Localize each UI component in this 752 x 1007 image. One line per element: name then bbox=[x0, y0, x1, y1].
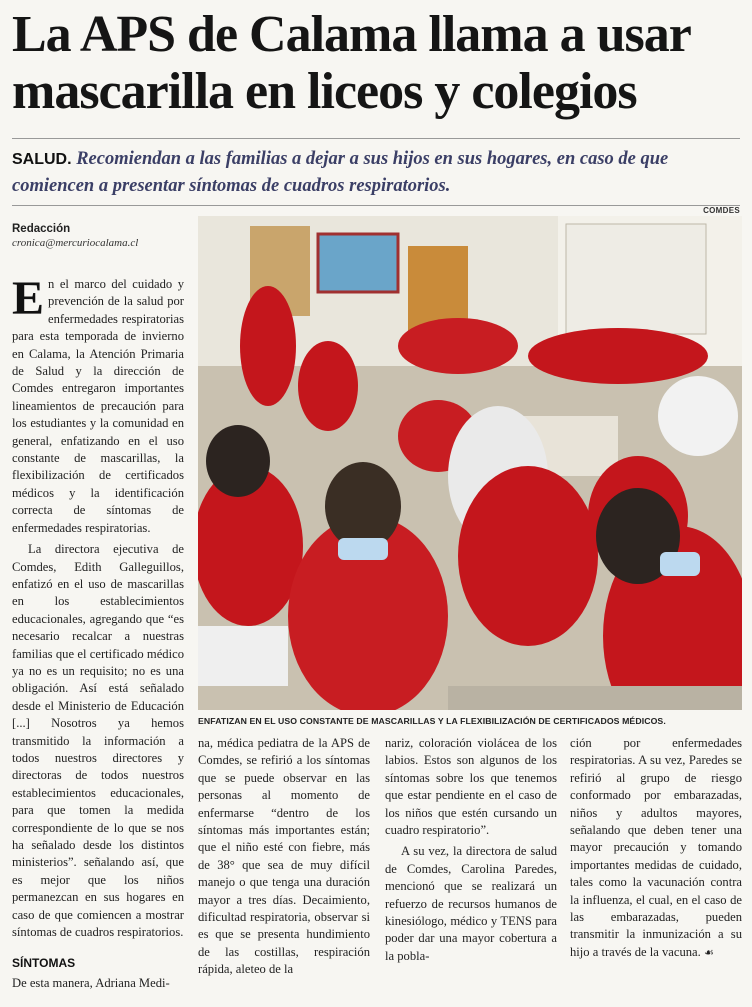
classroom-photo-illustration bbox=[198, 216, 742, 710]
dropcap: E bbox=[12, 272, 45, 325]
body-column-3 bbox=[385, 735, 557, 969]
headline-rule bbox=[12, 138, 740, 139]
kicker bbox=[12, 146, 740, 199]
paragraph-1-text: n el marco del cuidado y prevención de la salud por enfermedades respiratorias para esta temporada de invierno en Calama, la Atención Primaria de Salud y la dirección de Comdes entregaron importantes lineamientos de precaución para los estudiantes y la comunidad en general, enfatizando en el uso constante de mascarillas, la flexibilización de certificados médicos y la identificación correcta de síntomas de enfermedades respiratorias. bbox=[12, 277, 184, 535]
photo-credit: COMDES bbox=[703, 206, 740, 215]
body-column-2 bbox=[198, 735, 370, 983]
section-tag: SALUD. bbox=[12, 151, 72, 168]
body-column-4 bbox=[570, 735, 742, 965]
paragraph-4-cont bbox=[570, 735, 742, 961]
paragraph-4: A su vez, la directora de salud de Comdes, Carolina Paredes, mencionó que se realizará un refuerzo de recursos humanos de kinesiólogo, médico y TENS para poder dar una mayor cobertura a la pobla- bbox=[385, 844, 557, 963]
headline: La APS de Calama llama a usar mascarilla en liceos y colegios bbox=[12, 6, 690, 120]
paragraph-3-end: nariz, coloración violácea de los labios. Estos son algunos de los síntomas sobre los que tenemos que estar pendiente en el caso de los niños que estén cursando un cuadro respiratorio”. bbox=[385, 736, 557, 838]
paragraph-3-cont: na, médica pediatra de la APS de Comdes, se refirió a los síntomas que se puede observar en las personas al momento de enfermarse “dentro de los síntomas más importantes están; que el niño esté con fiebre, más de 38° que sea de muy difícil manejo o que tenga una duración mayor a tres días. Decaimiento, dificultad respiratoria, observar si es que se presenta hundimiento de las costillas, respiración rápida, aleteo de la bbox=[198, 736, 370, 977]
byline bbox=[12, 223, 192, 249]
paragraph-1 bbox=[12, 272, 184, 537]
paragraph-2: La directora ejecutiva de Comdes, Edith Galleguillos, enfatizó en el uso de mascarillas en los establecimientos educacionales, agregando que “es necesario recalcar a nuestras familias que el certificado médico ya no es un requisito; no es una obligación. Así está señalado desde el Ministerio de Educación [...] Nosotros ya hemos transmitido la información a todos nuestros directores y directoras de todos nuestros establecimientos educacionales, para que tomen la medida correspondiente de lo que se nos ha señalado desde los distintos ministerios”. señalando así, que es mejor que los niños permanezcan en sus hogares en caso de que comiencen a mostrar síntomas de cuadros respiratorios. bbox=[12, 542, 184, 940]
paragraph-3-start: De esta manera, Adriana Medi- bbox=[12, 975, 170, 990]
photo-caption: ENFATIZAN EN EL USO CONSTANTE DE MASCARILLAS Y LA FLEXIBILIZACIÓN DE CERTIFICADOS MÉDICOS. bbox=[198, 716, 666, 726]
paragraph-4-cont-text: ción por enfermedades respiratorias. A su vez, Paredes se refirió al grupo de riesgo conformado por embarazadas, niños y adultos mayores, señalando que deben tener una mayor precaución y tomando importantes medidas de cuidado, tales como la vacunación contra la influenza, el cual, en el caso de las embarazadas, pueden transmitir la inmunización a su hijo a través de la vacuna. bbox=[570, 736, 742, 959]
body-column-1 bbox=[12, 272, 184, 996]
dek: Recomiendan a las familias a dejar a sus hijos en sus hogares, en caso de que comiencen a presentar síntomas de cuadros respiratorios. bbox=[12, 149, 669, 196]
byline-email: cronica@mercuriocalama.cl bbox=[12, 237, 139, 249]
subhead-sintomas: SÍNTOMAS bbox=[12, 956, 76, 971]
kicker-rule bbox=[12, 205, 740, 206]
classroom-photo bbox=[198, 216, 742, 710]
end-mark-icon: ☙ bbox=[703, 945, 714, 959]
byline-author: Redacción bbox=[12, 223, 71, 235]
